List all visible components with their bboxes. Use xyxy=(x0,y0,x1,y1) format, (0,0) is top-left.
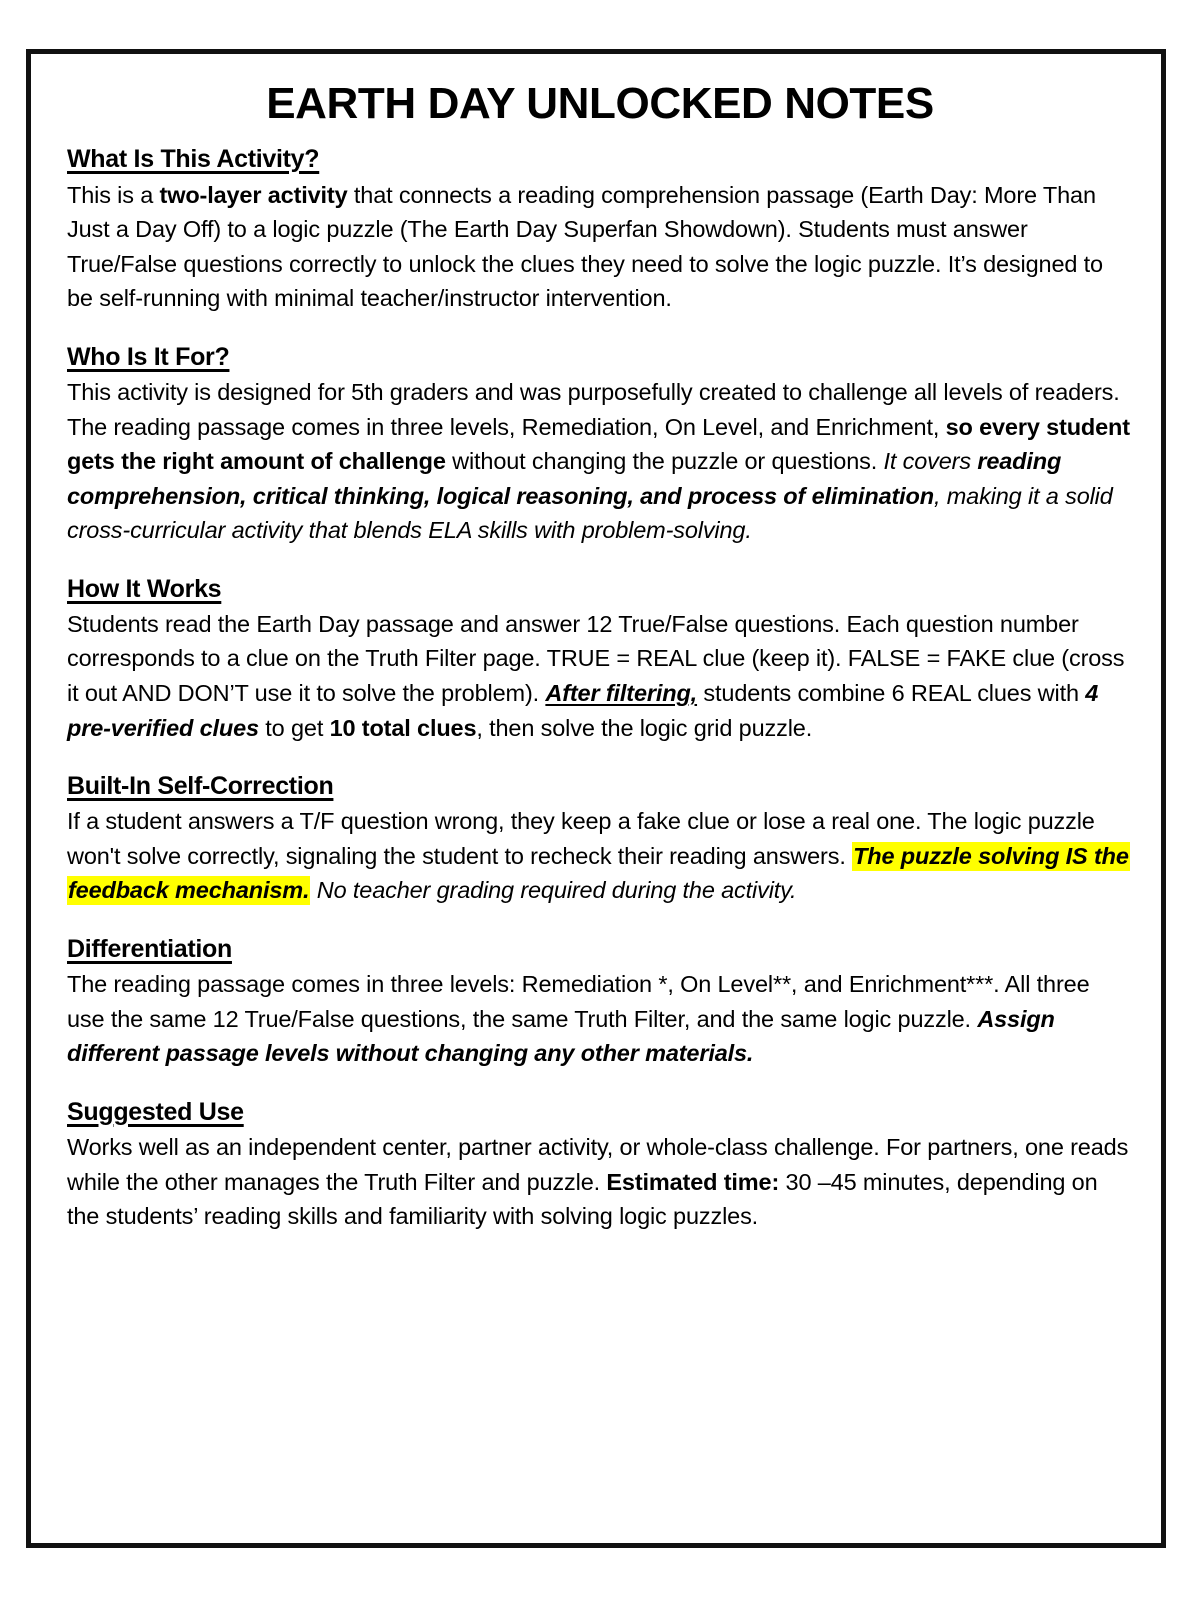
text-run: The reading passage comes in three levels: Remediation *, On Level**, and Enrichment***. All three use the same 12 True/False questions, the same Truth Filter, and the same logic puzzle. xyxy=(67,971,1090,1032)
document-page-frame xyxy=(26,49,1166,1548)
bold-text-run: two-layer activity xyxy=(159,181,348,208)
text-run: 30 –45 minutes, depending on the students’ reading skills and familiarity with solving logic puzzles. xyxy=(67,1168,1098,1230)
bold-text-run: Estimated time: xyxy=(606,1168,780,1195)
text-run: This is a xyxy=(67,181,160,208)
section-body-differentiation xyxy=(67,967,1133,1071)
section-body-built-in-self-correction xyxy=(67,804,1133,908)
page-title: EARTH DAY UNLOCKED NOTES xyxy=(266,79,934,128)
italic-text-run: No teacher grading required during the activity. xyxy=(310,877,797,904)
section-heading-who-is-it-for: Who Is It For? xyxy=(67,342,230,371)
text-run: to get xyxy=(258,714,330,741)
bold-text-run: 10 total clues xyxy=(329,714,477,741)
text-run: If a student answers a T/F question wrong, they keep a fake clue or lose a real one. The logic puzzle won't solve correctly, signaling the student to recheck their reading answers. xyxy=(67,808,1095,869)
section-who-is-it-for xyxy=(67,342,1133,548)
text-run: without changing the puzzle or questions. xyxy=(445,448,884,475)
section-heading-how-it-works: How It Works xyxy=(67,574,222,603)
section-differentiation xyxy=(67,934,1133,1071)
section-body-who-is-it-for xyxy=(67,375,1133,548)
section-body-suggested-use xyxy=(67,1130,1133,1234)
section-heading-built-in-self-correction: Built-In Self-Correction xyxy=(67,772,334,801)
section-body-what-is-this-activity xyxy=(67,178,1133,316)
bold-italic-text-run: 4 pre-verified clues xyxy=(67,679,1099,741)
highlighted-text-run: The puzzle solving IS the feedback mechanism. xyxy=(68,842,1129,904)
italic-text-run: It covers xyxy=(883,448,978,475)
section-heading-what-is-this-activity: What Is This Activity? xyxy=(67,145,320,174)
text-run: This activity is designed for 5th graders and was purposefully created to challenge all levels of readers. The reading passage comes in three levels, Remediation, On Level, and Enrichment, xyxy=(67,379,1120,440)
text-run: students combine 6 REAL clues with xyxy=(697,679,1086,706)
section-body-how-it-works xyxy=(67,607,1133,745)
italic-text-run: , making it a solid cross-curricular activity that blends ELA skills with problem-solving. xyxy=(67,482,1113,544)
section-how-it-works xyxy=(67,574,1133,745)
section-suggested-use xyxy=(67,1097,1133,1234)
text-run: that connects a reading comprehension passage (Earth Day: More Than Just a Day Off) to a logic puzzle (The Earth Day Superfan Showdown). Students must answer True/False questions correctly to unlock the clues they need to solve the logic puzzle. It’s designed to be self-running with minimal teacher/instructor intervention. xyxy=(67,181,1103,312)
bold-italic-text-run: Assign different passage levels without changing any other materials. xyxy=(67,1005,1055,1067)
bold-italic-text-run: reading comprehension, critical thinking, logical reasoning, and process of elimination xyxy=(67,448,1062,509)
section-what-is-this-activity xyxy=(67,144,1133,315)
text-run: Students read the Earth Day passage and answer 12 True/False questions. Each question number corresponds to a clue on the Truth Filter page. TRUE = REAL clue (keep it). FALSE = FAKE clue (cross it out AND DON’T use it to solve the problem). xyxy=(67,610,1125,706)
section-heading-suggested-use: Suggested Use xyxy=(67,1097,244,1126)
bold-italic-underlined-text-run: After filtering, xyxy=(545,679,698,706)
text-run: , then solve the logic grid puzzle. xyxy=(476,714,813,741)
section-heading-differentiation: Differentiation xyxy=(67,934,232,963)
text-run: Works well as an independent center, partner activity, or whole-class challenge. For partners, one reads while the other manages the Truth Filter and puzzle. xyxy=(67,1133,1129,1195)
sections-container xyxy=(67,144,1133,1233)
section-built-in-self-correction xyxy=(67,771,1133,908)
bold-text-run: so every student gets the right amount of challenge xyxy=(67,413,1130,475)
